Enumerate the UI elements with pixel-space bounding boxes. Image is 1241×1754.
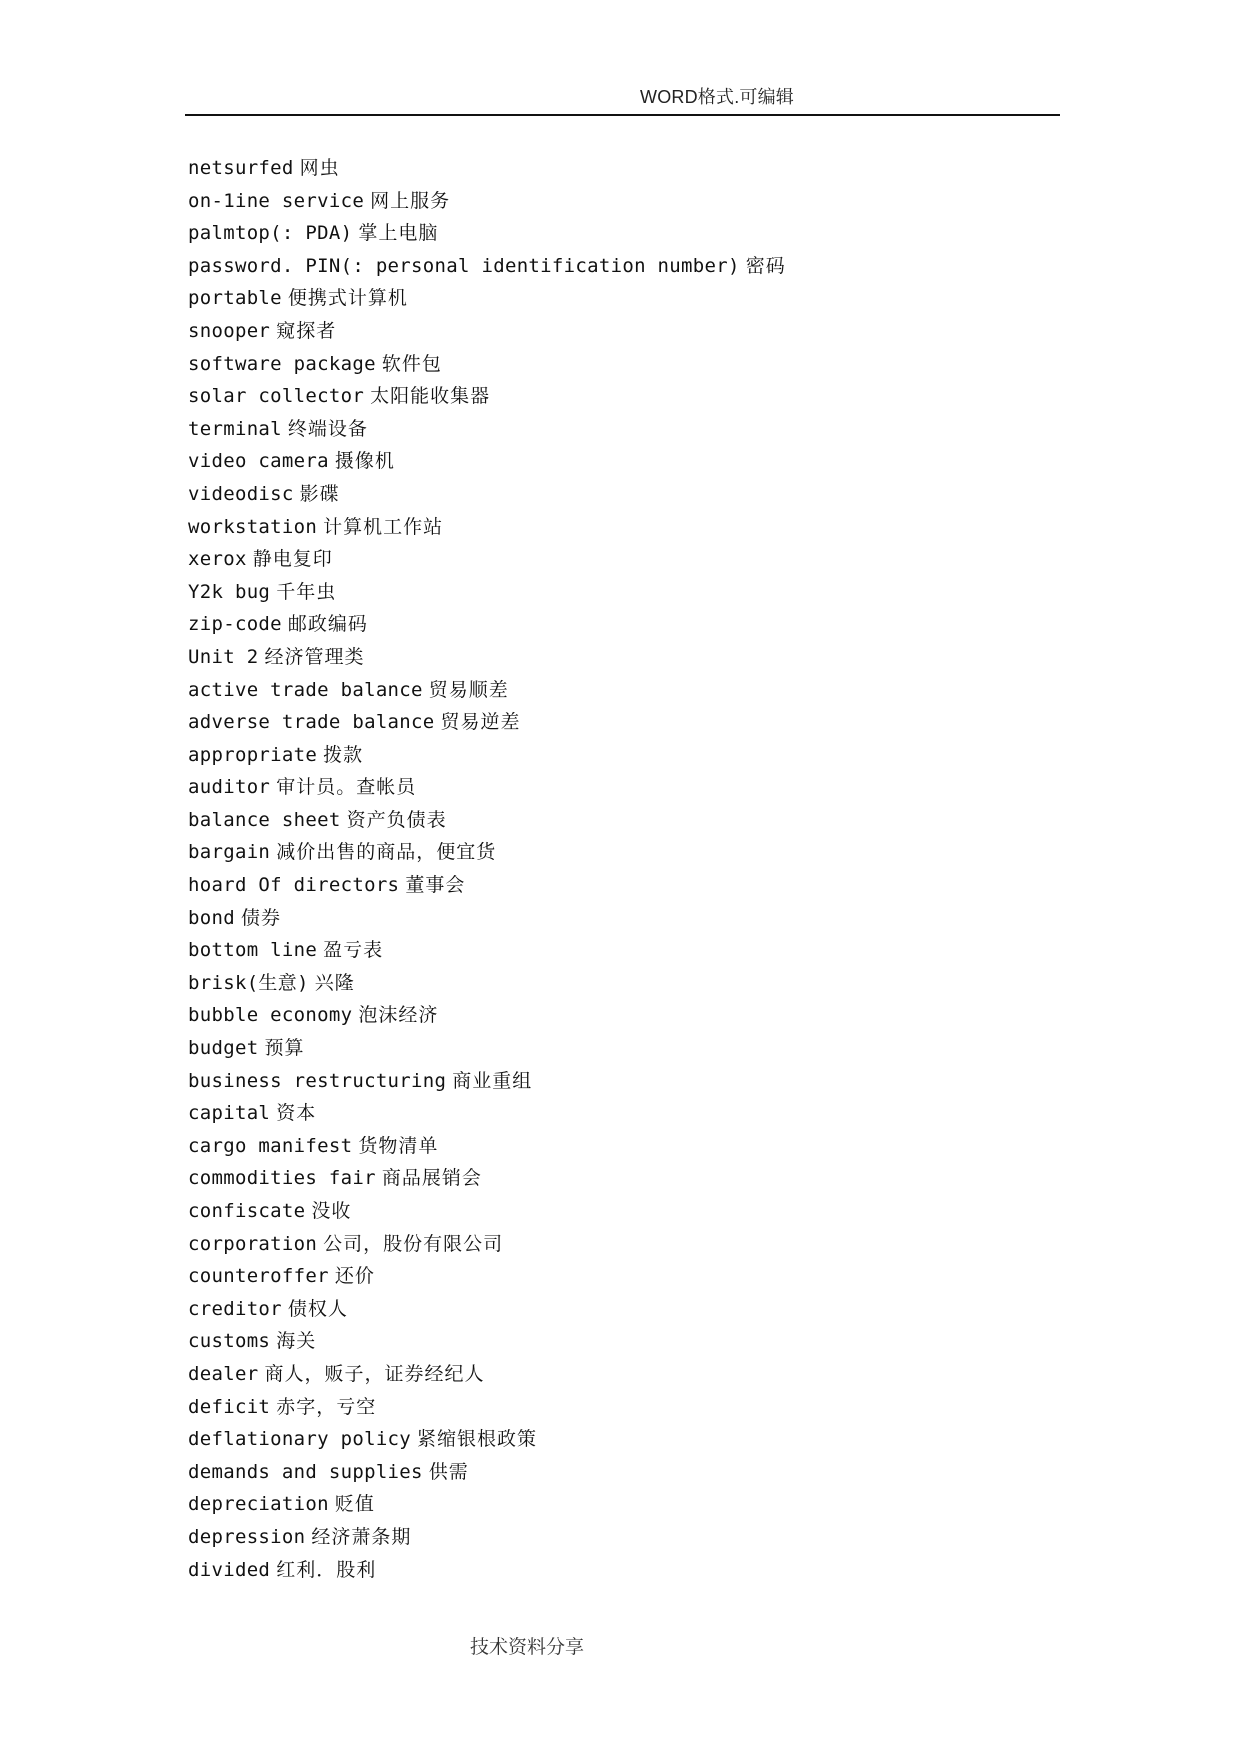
entry-translation: 红利．股利	[276, 1558, 377, 1581]
glossary-entry	[188, 511, 786, 544]
entry-term: bottom line	[188, 939, 318, 962]
entry-translation: 商品展销会	[381, 1167, 482, 1190]
entry-translation: 摄像机	[334, 450, 395, 473]
glossary-entry	[188, 1162, 786, 1195]
entry-translation: 公司，股份有限公司	[323, 1232, 504, 1255]
entry-translation: 没收	[311, 1200, 352, 1222]
glossary-entry	[188, 1358, 786, 1391]
glossary-entry	[188, 185, 786, 218]
glossary-entry	[188, 836, 786, 869]
entry-term: dealer	[188, 1362, 259, 1385]
entry-term: confiscate	[188, 1200, 306, 1222]
glossary-entry	[188, 1325, 786, 1358]
entry-translation: 拨款	[323, 743, 364, 766]
entry-translation: 兴隆	[314, 971, 355, 994]
glossary-entry	[188, 967, 786, 1000]
entry-translation: 密码	[745, 254, 786, 277]
glossary-entry	[188, 1488, 786, 1521]
entry-term: depreciation	[188, 1493, 329, 1516]
entry-translation: 还价	[334, 1265, 375, 1288]
entry-translation: 商人，贩子，证券经纪人	[264, 1362, 485, 1385]
entry-term: on-1ine service	[188, 189, 365, 212]
glossary-entry	[188, 1260, 786, 1293]
entry-term: password. PIN(: personal identification number)	[188, 254, 740, 277]
glossary-entry	[188, 1228, 786, 1261]
entry-term: commodities fair	[188, 1167, 376, 1190]
glossary-entry	[188, 771, 786, 804]
entry-translation: 邮政编码	[287, 613, 368, 636]
entry-term: portable	[188, 287, 282, 310]
entry-translation: 债权人	[287, 1297, 348, 1320]
entry-term: xerox	[188, 548, 247, 571]
entry-translation: 商业重组	[452, 1069, 533, 1092]
glossary-entry	[188, 674, 786, 707]
entry-translation: 软件包	[381, 352, 442, 375]
entry-term: corporation	[188, 1232, 318, 1255]
entry-translation: 董事会	[405, 874, 466, 897]
entry-term: deficit	[188, 1395, 271, 1418]
entry-translation: 贸易逆差	[440, 711, 521, 734]
entry-translation: 赤字，亏空	[276, 1395, 377, 1418]
entry-translation: 减价出售的商品，便宜货	[276, 841, 497, 864]
entry-term: terminal	[188, 417, 282, 440]
entry-translation: 终端设备	[287, 417, 368, 440]
entry-term: software package	[188, 352, 376, 375]
entry-term: customs	[188, 1330, 271, 1353]
entry-translation: 经济管理类	[264, 645, 365, 668]
glossary-entry	[188, 1293, 786, 1326]
entry-translation: 网虫	[299, 157, 340, 179]
entry-term: netsurfed	[188, 157, 294, 179]
entry-translation: 资产负债表	[346, 808, 447, 831]
entry-translation: 预算	[264, 1037, 305, 1060]
entry-translation: 泡沫经济	[358, 1004, 439, 1027]
entry-term: hoard Of directors	[188, 874, 400, 897]
entry-term: auditor	[188, 776, 271, 799]
glossary-entry	[188, 1130, 786, 1163]
glossary-entry	[188, 1423, 786, 1456]
glossary-entry	[188, 1032, 786, 1065]
entry-term: cargo manifest	[188, 1134, 353, 1157]
entry-translation: 掌上电脑	[358, 222, 439, 245]
entry-term: bargain	[188, 841, 271, 864]
entry-term: video camera	[188, 450, 329, 473]
entry-term: solar collector	[188, 385, 365, 408]
footer-text: 技术资料分享	[470, 1636, 585, 1658]
entry-translation: 静电复印	[252, 548, 333, 571]
entry-term: counteroffer	[188, 1265, 329, 1288]
glossary-entry	[188, 804, 786, 837]
entry-term: videodisc	[188, 482, 294, 505]
glossary-entry	[188, 217, 786, 250]
glossary-entry	[188, 445, 786, 478]
page-header	[0, 0, 1241, 120]
entry-term: demands and supplies	[188, 1460, 423, 1483]
entry-term: active trade balance	[188, 678, 423, 701]
entry-translation: 影碟	[299, 482, 340, 505]
glossary-entry	[188, 315, 786, 348]
glossary-entry	[188, 1195, 786, 1228]
page-footer	[0, 1620, 1241, 1680]
glossary-entry	[188, 739, 786, 772]
entry-translation: 千年虫	[276, 580, 337, 603]
entry-term: Y2k bug	[188, 580, 271, 603]
entry-translation: 供需	[428, 1460, 469, 1483]
glossary-entry	[188, 413, 786, 446]
glossary-entry	[188, 478, 786, 511]
glossary-entry	[188, 934, 786, 967]
entry-term: deflationary policy	[188, 1428, 412, 1451]
glossary-entry	[188, 348, 786, 381]
header-divider	[185, 114, 1060, 116]
glossary-entry	[188, 1065, 786, 1098]
glossary-entry	[188, 902, 786, 935]
glossary-entry	[188, 543, 786, 576]
entry-term: balance sheet	[188, 808, 341, 831]
entry-term: creditor	[188, 1297, 282, 1320]
entry-term: workstation	[188, 515, 318, 538]
glossary-entry	[188, 1456, 786, 1489]
entry-term: divided	[188, 1558, 271, 1581]
glossary-entry	[188, 1391, 786, 1424]
entry-term: budget	[188, 1037, 259, 1060]
glossary-entry	[188, 152, 786, 185]
entry-term: bond	[188, 906, 235, 929]
entry-term: brisk(生意)	[188, 971, 309, 994]
entry-translation: 盈亏表	[323, 939, 384, 962]
entry-translation: 网上服务	[370, 189, 451, 212]
entry-term: bubble economy	[188, 1004, 353, 1027]
entry-term: palmtop(: PDA)	[188, 222, 353, 245]
entry-term: adverse trade balance	[188, 711, 435, 734]
glossary-list	[188, 152, 786, 1586]
entry-term: appropriate	[188, 743, 318, 766]
glossary-entry	[188, 282, 786, 315]
glossary-entry	[188, 1521, 786, 1554]
entry-translation: 贸易顺差	[428, 678, 509, 701]
glossary-entry	[188, 380, 786, 413]
glossary-entry	[188, 869, 786, 902]
entry-translation: 窥探者	[276, 319, 337, 342]
glossary-entry	[188, 641, 786, 674]
header-title: WORD格式.可编辑	[640, 87, 794, 107]
entry-term: snooper	[188, 319, 271, 342]
glossary-entry	[188, 999, 786, 1032]
entry-translation: 紧缩银根政策	[417, 1428, 538, 1451]
entry-translation: 贬值	[334, 1493, 375, 1516]
entry-translation: 债券	[240, 906, 281, 929]
entry-translation: 海关	[276, 1330, 317, 1353]
entry-translation: 货物清单	[358, 1134, 439, 1157]
entry-translation: 经济萧条期	[311, 1525, 412, 1548]
glossary-entry	[188, 1554, 786, 1587]
entry-translation: 审计员。查帐员	[276, 776, 417, 799]
entry-term: Unit 2	[188, 645, 259, 668]
glossary-entry	[188, 250, 786, 283]
entry-translation: 计算机工作站	[323, 515, 444, 538]
entry-term: depression	[188, 1525, 306, 1548]
entry-translation: 便携式计算机	[287, 287, 408, 310]
entry-translation: 资本	[276, 1102, 317, 1125]
glossary-entry	[188, 576, 786, 609]
glossary-entry	[188, 1097, 786, 1130]
entry-term: business restructuring	[188, 1069, 447, 1092]
glossary-entry	[188, 706, 786, 739]
glossary-entry	[188, 608, 786, 641]
entry-translation: 太阳能收集器	[370, 385, 491, 408]
entry-term: capital	[188, 1102, 271, 1125]
entry-term: zip-code	[188, 613, 282, 636]
